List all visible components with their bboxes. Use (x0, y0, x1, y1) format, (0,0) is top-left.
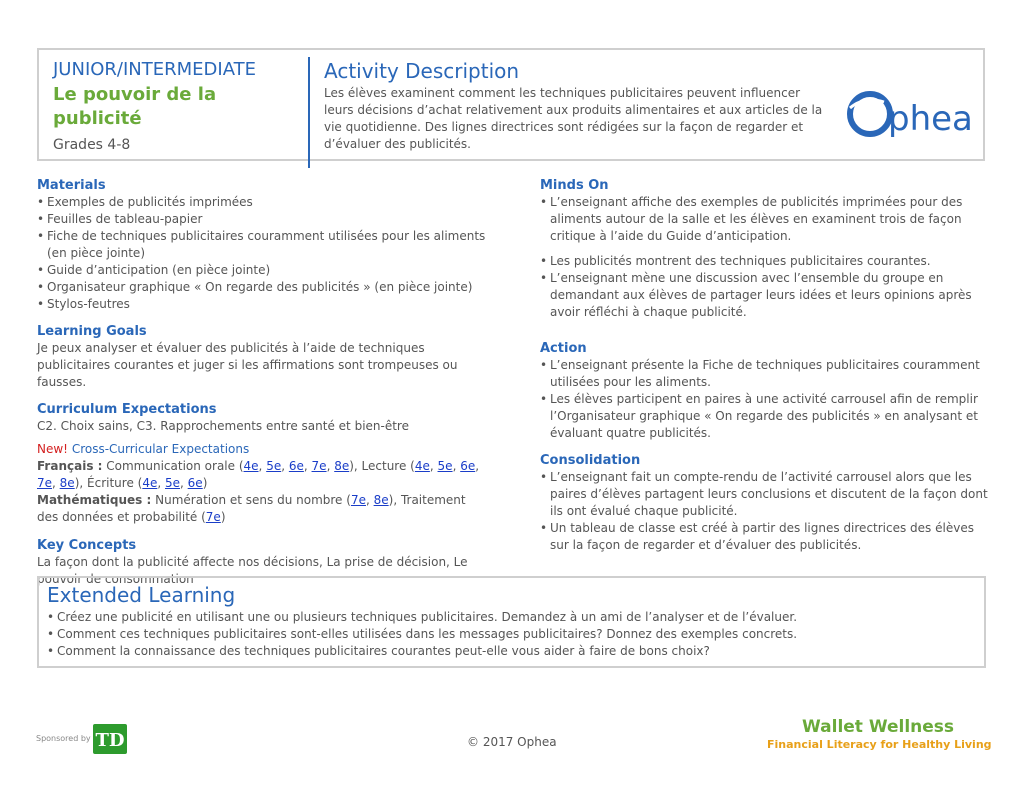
list-item: • L’enseignant mène une discussion avec l’ensemble du groupe en demandant aux élèves de partager leurs idées et leurs opinions après avoir réfléchi à chaque publicité. (540, 270, 990, 321)
link-francais-lecture-7e[interactable]: 7e (37, 476, 53, 490)
list-item: • L’enseignant fait un compte-rendu de l’activité carrousel alors que les paires d’élèves partagent leurs conclusions et discutent de la façon dont ils ont évalué chaque publicité. (540, 469, 990, 520)
list-item: • Guide d’anticipation (en pièce jointe) (37, 262, 487, 279)
action-list (540, 357, 990, 442)
minds-on-list (540, 194, 990, 321)
ophea-logo (846, 88, 976, 144)
link-francais-lecture-5e[interactable]: 5e (437, 459, 453, 473)
cross-curricular-heading (37, 441, 487, 458)
copyright: © 2017 Ophea (467, 735, 557, 749)
list-item: • Les élèves participent en paires à une activité carrousel afin de remplir l’Organisateur graphique « On regarde des publicités » en analysant et évaluant quatre publicités. (540, 391, 990, 442)
td-logo-text: TD (95, 730, 125, 751)
link-francais-lecture-6e[interactable]: 6e (460, 459, 476, 473)
key-concepts-heading: Key Concepts (37, 538, 137, 553)
link-francais-oral-8e[interactable]: 8e (334, 459, 350, 473)
key-concepts-text: La façon dont la publicité affecte nos décisions, La prise de décision, Le pouvoir de consommation (37, 555, 468, 586)
cross-curricular-label: Cross-Curricular Expectations (71, 442, 250, 456)
action-heading: Action (540, 341, 587, 356)
curriculum-text: C2. Choix sains, C3. Rapprochements entre santé et bien-être (37, 419, 409, 433)
link-francais-oral-6e[interactable]: 6e (288, 459, 304, 473)
title-line-1: Le pouvoir de la (53, 84, 217, 105)
list-item: • Créez une publicité en utilisant une ou plusieurs techniques publicitaires. Demandez à un ami de l’analyser et de l’évaluer. (47, 609, 977, 626)
maths-expectations: Mathématiques : Numération et sens du nombre (7e, 8e), Traitement des données et probabilité (7e) (37, 493, 466, 524)
list-item: • Les publicités montrent des techniques publicitaires courantes. (540, 253, 990, 270)
link-francais-ecriture-5e[interactable]: 5e (165, 476, 181, 490)
consolidation-heading: Consolidation (540, 453, 641, 468)
list-item: • Feuilles de tableau-papier (37, 211, 487, 228)
consolidation-list (540, 469, 990, 554)
list-item: • L’enseignant présente la Fiche de techniques publicitaires couramment utilisées pour les aliments. (540, 357, 990, 391)
new-badge: New! (37, 442, 68, 456)
francais-expectations: Français : Communication orale (4e, 5e, 6e, 7e, 8e), Lecture (4e, 5e, 6e, 7e, 8e), Écriture (4e, 5e, 6e) (37, 459, 480, 490)
list-item: • Exemples de publicités imprimées (37, 194, 487, 211)
list-item: • Stylos-feutres (37, 296, 487, 313)
header-left (53, 58, 303, 153)
list-item: • Fiche de techniques publicitaires couramment utilisées pour les aliments (en pièce jointe) (37, 228, 487, 262)
list-item: • Comment ces techniques publicitaires sont-elles utilisées dans les messages publicitaires? Donnez des exemples concrets. (47, 626, 977, 643)
link-francais-oral-7e[interactable]: 7e (311, 459, 327, 473)
list-item: • L’enseignant affiche des exemples de publicités imprimées pour des aliments autour de la salle et les élèves en examinent trois de façon critique à l’aide du Guide d’anticipation. (540, 194, 990, 245)
learning-goals-text: Je peux analyser et évaluer des publicités à l’aide de techniques publicitaires courantes et juger si les affirmations sont trompeuses ou fausses. (37, 341, 458, 389)
title-line-2: publicité (53, 108, 142, 129)
link-francais-ecriture-4e[interactable]: 4e (142, 476, 158, 490)
link-francais-ecriture-6e[interactable]: 6e (187, 476, 203, 490)
link-francais-lecture-8e[interactable]: 8e (59, 476, 75, 490)
activity-description (324, 58, 824, 153)
header-divider (308, 57, 310, 168)
sponsored-by-label: Sponsored by (36, 734, 91, 743)
list-item: • Organisateur graphique « On regarde des publicités » (en pièce jointe) (37, 279, 487, 296)
extended-learning-list (47, 609, 977, 660)
learning-goals-heading: Learning Goals (37, 324, 147, 339)
td-logo (93, 724, 127, 754)
link-francais-lecture-4e[interactable]: 4e (414, 459, 430, 473)
materials-list (37, 194, 487, 313)
link-maths-numeration-7e[interactable]: 7e (350, 493, 366, 507)
activity-text: Les élèves examinent comment les techniques publicitaires peuvent influencer leurs décisions d’achat relativement aux produits alimentaires et aux articles de la vie quotidienne. Des lignes directrices sont rédigées sur la façon de regarder et d’évaluer des publicités. (324, 86, 823, 151)
link-francais-oral-5e[interactable]: 5e (266, 459, 282, 473)
wallet-wellness-title: Wallet Wellness (802, 717, 955, 737)
link-maths-numeration-8e[interactable]: 8e (373, 493, 389, 507)
link-maths-donnees-7e[interactable]: 7e (205, 510, 221, 524)
logo-text: phea (888, 99, 973, 139)
curriculum-heading: Curriculum Expectations (37, 402, 217, 417)
page-title (53, 83, 303, 131)
left-column (37, 177, 487, 588)
activity-heading: Activity Description (324, 59, 520, 83)
link-francais-oral-4e[interactable]: 4e (243, 459, 259, 473)
maths-label: Mathématiques : (37, 493, 152, 507)
list-item: • Un tableau de classe est créé à partir des lignes directrices des élèves sur la façon de regarder et d’évaluer des publicités. (540, 520, 990, 554)
level-label: JUNIOR/INTERMEDIATE (53, 59, 257, 80)
minds-on-heading: Minds On (540, 178, 609, 193)
extended-learning-heading: Extended Learning (47, 583, 236, 607)
francais-label: Français : (37, 459, 103, 473)
wallet-wellness-subtitle: Financial Literacy for Healthy Living (767, 738, 992, 751)
grades-label: Grades 4-8 (53, 137, 131, 153)
list-item: • Comment la connaissance des techniques publicitaires courantes peut-elle vous aider à faire de bons choix? (47, 643, 977, 660)
right-column (540, 177, 990, 554)
materials-heading: Materials (37, 178, 106, 193)
